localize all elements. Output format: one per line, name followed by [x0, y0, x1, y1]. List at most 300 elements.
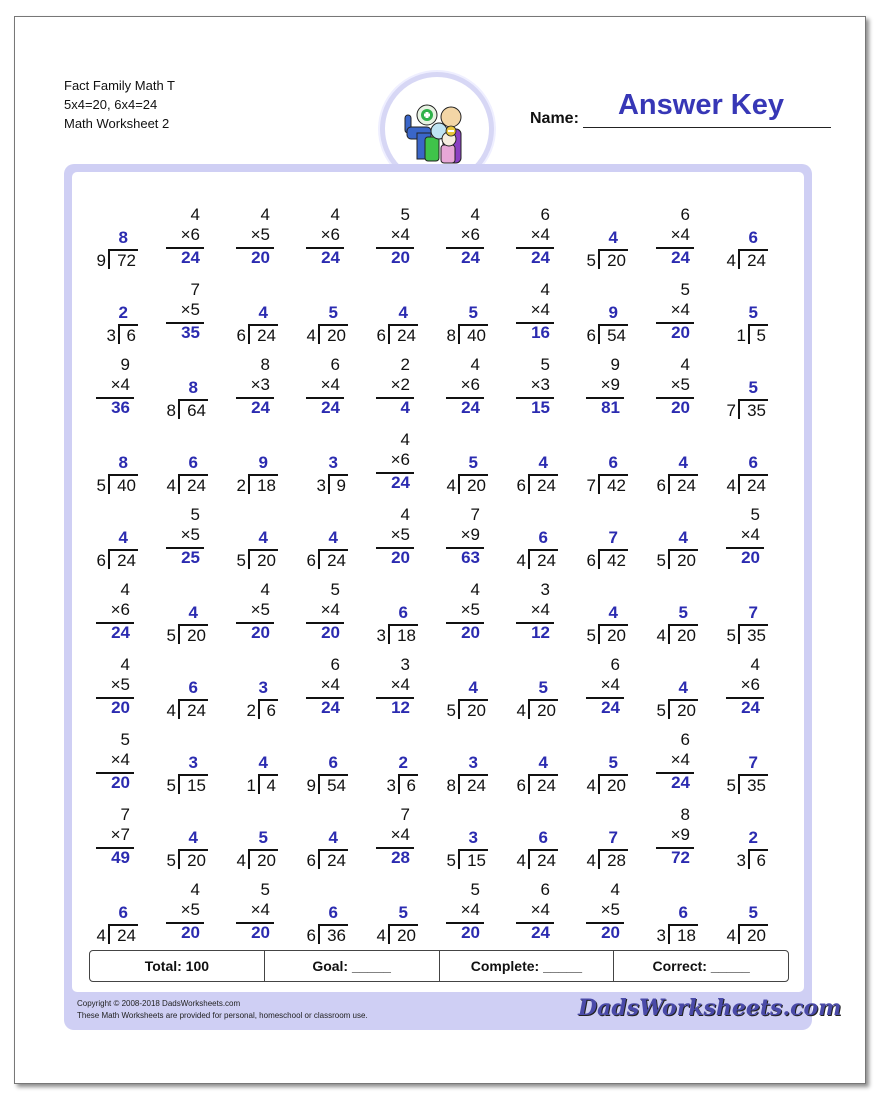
- multiplier: ×4: [670, 750, 690, 769]
- multiplicand: 5: [120, 730, 130, 749]
- quotient-answer: 4: [608, 228, 618, 247]
- divisor: 6: [306, 926, 316, 945]
- multiplication-problem: [708, 635, 778, 717]
- worksheet-title: Fact Family Math T: [64, 78, 176, 93]
- dividend: 24: [537, 776, 556, 795]
- divisor: 6: [516, 476, 526, 495]
- divisor: 6: [306, 851, 316, 870]
- quotient-answer: 3: [188, 753, 198, 772]
- division-problem: [148, 335, 218, 420]
- multiplication-problem: [568, 860, 638, 942]
- dividend: 20: [677, 551, 696, 570]
- product-answer: 20: [461, 923, 480, 942]
- division-problem: [148, 710, 218, 795]
- answer-key-heading: Answer Key: [617, 89, 784, 121]
- division-problem: [498, 485, 568, 570]
- quotient-answer: 4: [258, 753, 268, 772]
- multiplier-value: 3: [540, 375, 550, 394]
- dividend: 20: [397, 926, 416, 945]
- dividend: 18: [257, 476, 276, 495]
- copyright-text: Copyright © 2008-2018 DadsWorksheets.com: [77, 999, 241, 1008]
- worksheet-header: [64, 76, 175, 133]
- product-answer: 25: [181, 548, 200, 567]
- brand-logo[interactable]: DadsWorksheets.com: [578, 995, 842, 1021]
- multiplier-value: 4: [330, 675, 340, 694]
- dividend: 24: [187, 476, 206, 495]
- product-answer: 24: [671, 773, 690, 792]
- divisor: 5: [446, 701, 456, 720]
- division-problem: [288, 710, 358, 795]
- multiplier: ×6: [740, 675, 760, 694]
- quotient-answer: 5: [608, 753, 618, 772]
- quotient-answer: 9: [608, 303, 618, 322]
- multiplier: ×5: [670, 375, 690, 394]
- multiplier-value: 6: [470, 375, 480, 394]
- division-problem: [218, 485, 288, 570]
- multiplier-value: 4: [400, 675, 410, 694]
- dividend: 20: [257, 851, 276, 870]
- divisor: 1: [736, 326, 746, 345]
- divisor: 9: [96, 251, 106, 270]
- multiplication-problem: [498, 185, 568, 267]
- divisor: 5: [586, 626, 596, 645]
- dividend: 35: [747, 776, 766, 795]
- multiplier-value: 5: [120, 675, 130, 694]
- multiplier-value: 4: [610, 675, 620, 694]
- multiplier: ×9: [460, 525, 480, 544]
- division-problem: [498, 410, 568, 495]
- quotient-answer: 6: [118, 903, 128, 922]
- score-box: [89, 950, 789, 982]
- multiplicand: 5: [260, 880, 270, 899]
- multiplier: ×5: [180, 300, 200, 319]
- multiplier-value: 5: [680, 375, 690, 394]
- goal-field[interactable]: Goal: _____: [265, 951, 440, 981]
- multiplier-value: 5: [260, 600, 270, 619]
- product-answer: 12: [391, 698, 410, 717]
- division-problem: [428, 260, 498, 345]
- dividend: 64: [187, 401, 206, 420]
- divisor: 4: [166, 701, 176, 720]
- product-answer: 20: [251, 923, 270, 942]
- multiplication-problem: [638, 335, 708, 417]
- multiplication-problem: [498, 260, 568, 342]
- division-bracket: [318, 924, 320, 944]
- multiplier: ×6: [320, 225, 340, 244]
- dividend: 5: [756, 326, 766, 345]
- product-answer: 35: [181, 323, 200, 342]
- quotient-answer: 6: [538, 828, 548, 847]
- divisor: 8: [166, 401, 176, 420]
- multiplier-value: 6: [120, 600, 130, 619]
- division-problem: [218, 260, 288, 345]
- divisor: 4: [726, 476, 736, 495]
- product-answer: 49: [111, 848, 130, 867]
- quotient-answer: 3: [258, 678, 268, 697]
- dividend: 20: [467, 701, 486, 720]
- divisor: 5: [726, 626, 736, 645]
- multiplicand: 3: [400, 655, 410, 674]
- dividend: 9: [336, 476, 346, 495]
- multiplication-problem: [358, 185, 428, 267]
- multiplicand: 4: [610, 880, 620, 899]
- quotient-answer: 2: [748, 828, 758, 847]
- product-answer: 24: [461, 398, 480, 417]
- quotient-answer: 5: [748, 378, 758, 397]
- usage-text: These Math Worksheets are provided for personal, homeschool or classroom use.: [77, 1011, 368, 1020]
- multiplier-value: 5: [260, 225, 270, 244]
- divisor: 3: [316, 476, 326, 495]
- multiplier: ×6: [180, 225, 200, 244]
- quotient-answer: 7: [608, 528, 618, 547]
- dividend: 24: [537, 476, 556, 495]
- multiplier: ×5: [460, 600, 480, 619]
- quotient-answer: 8: [188, 378, 198, 397]
- divisor: 5: [446, 851, 456, 870]
- division-problem: [218, 635, 288, 720]
- complete-field[interactable]: Complete: _____: [440, 951, 615, 981]
- multiplier: ×4: [530, 225, 550, 244]
- product-answer: 24: [111, 623, 130, 642]
- division-problem: [78, 185, 148, 270]
- divisor: 3: [106, 326, 116, 345]
- quotient-answer: 6: [328, 753, 338, 772]
- multiplication-problem: [78, 710, 148, 792]
- quotient-answer: 4: [398, 303, 408, 322]
- quotient-answer: 8: [118, 228, 128, 247]
- division-problem: [568, 560, 638, 645]
- dividend: 24: [677, 476, 696, 495]
- multiplication-problem: [638, 710, 708, 792]
- multiplier-value: 4: [400, 225, 410, 244]
- multiplication-problem: [428, 335, 498, 417]
- multiplier-value: 6: [330, 225, 340, 244]
- multiplicand: 6: [330, 655, 340, 674]
- divisor: 4: [306, 326, 316, 345]
- multiplication-problem: [358, 635, 428, 717]
- multiplicand: 8: [680, 805, 690, 824]
- multiplier: ×4: [390, 825, 410, 844]
- division-problem: [568, 785, 638, 870]
- dividend: 24: [327, 851, 346, 870]
- product-answer: 24: [321, 698, 340, 717]
- divisor: 5: [166, 626, 176, 645]
- multiplier-value: 4: [330, 375, 340, 394]
- multiplicand: 5: [680, 280, 690, 299]
- multiplier-value: 7: [120, 825, 130, 844]
- dividend: 20: [257, 551, 276, 570]
- multiplication-problem: [638, 260, 708, 342]
- multiplier-value: 4: [680, 300, 690, 319]
- divisor: 5: [166, 851, 176, 870]
- quotient-answer: 5: [258, 828, 268, 847]
- division-problem: [708, 260, 778, 345]
- product-answer: 20: [111, 773, 130, 792]
- divisor: 3: [376, 626, 386, 645]
- dividend: 40: [467, 326, 486, 345]
- quotient-answer: 8: [118, 453, 128, 472]
- division-problem: [568, 185, 638, 270]
- multiplier-value: 6: [750, 675, 760, 694]
- dividend: 15: [187, 776, 206, 795]
- quotient-answer: 6: [678, 903, 688, 922]
- multiplicand: 4: [190, 880, 200, 899]
- multiplicand: 4: [400, 505, 410, 524]
- division-problem: [218, 710, 288, 795]
- multiplicand: 4: [470, 205, 480, 224]
- dividend: 54: [607, 326, 626, 345]
- quotient-answer: 4: [188, 603, 198, 622]
- multiplication-problem: [288, 635, 358, 717]
- multiplier-value: 4: [400, 825, 410, 844]
- quotient-answer: 4: [468, 678, 478, 697]
- multiplier-value: 9: [470, 525, 480, 544]
- multiplicand: 7: [470, 505, 480, 524]
- multiplication-problem: [288, 335, 358, 417]
- multiplier-value: 4: [540, 225, 550, 244]
- division-problem: [78, 410, 148, 495]
- quotient-answer: 6: [538, 528, 548, 547]
- division-problem: [498, 635, 568, 720]
- divisor: 4: [586, 851, 596, 870]
- division-problem: [568, 260, 638, 345]
- multiplier-value: 4: [470, 900, 480, 919]
- multiplier-value: 4: [120, 750, 130, 769]
- division-problem: [358, 260, 428, 345]
- division-problem: [708, 785, 778, 870]
- multiplication-problem: [638, 785, 708, 867]
- correct-field[interactable]: Correct: _____: [652, 958, 750, 974]
- quotient-answer: 3: [468, 828, 478, 847]
- divisor: 4: [516, 851, 526, 870]
- quotient-answer: 6: [398, 603, 408, 622]
- dividend: 24: [537, 551, 556, 570]
- dividend: 6: [756, 851, 766, 870]
- multiplicand: 4: [260, 205, 270, 224]
- multiplicand: 4: [470, 355, 480, 374]
- multiplicand: 5: [190, 505, 200, 524]
- dividend: 24: [257, 326, 276, 345]
- divisor: 5: [236, 551, 246, 570]
- product-answer: 24: [601, 698, 620, 717]
- multiplicand: 7: [120, 805, 130, 824]
- division-problem: [708, 860, 778, 945]
- multiplicand: 4: [120, 580, 130, 599]
- multiplication-problem: [428, 860, 498, 942]
- product-answer: 20: [391, 548, 410, 567]
- multiplication-problem: [288, 185, 358, 267]
- product-answer: 24: [321, 398, 340, 417]
- dividend: 35: [747, 626, 766, 645]
- division-problem: [568, 710, 638, 795]
- quotient-answer: 5: [748, 303, 758, 322]
- multiplication-problem: [358, 410, 428, 492]
- multiplier-value: 4: [260, 900, 270, 919]
- product-answer: 20: [671, 398, 690, 417]
- divisor: 4: [236, 851, 246, 870]
- dividend: 20: [677, 626, 696, 645]
- multiplier: ×4: [390, 225, 410, 244]
- dividend: 35: [747, 401, 766, 420]
- multiplier-value: 4: [680, 750, 690, 769]
- division-problem: [428, 635, 498, 720]
- quotient-answer: 4: [538, 753, 548, 772]
- multiplier: ×4: [530, 600, 550, 619]
- divisor: 4: [726, 251, 736, 270]
- division-problem: [568, 485, 638, 570]
- dividend: 72: [117, 251, 136, 270]
- multiplicand: 9: [610, 355, 620, 374]
- product-answer: 72: [671, 848, 690, 867]
- multiplier-value: 6: [470, 225, 480, 244]
- division-problem: [148, 560, 218, 645]
- quotient-answer: 6: [328, 903, 338, 922]
- dividend: 4: [266, 776, 276, 795]
- product-answer: 20: [671, 323, 690, 342]
- multiplier-value: 4: [750, 525, 760, 544]
- multiplication-problem: [78, 560, 148, 642]
- dividend: 42: [607, 476, 626, 495]
- dividend: 20: [187, 851, 206, 870]
- multiplicand: 7: [400, 805, 410, 824]
- multiplier-value: 5: [610, 900, 620, 919]
- divisor: 4: [586, 776, 596, 795]
- division-bracket: [388, 924, 390, 944]
- division-problem: [428, 410, 498, 495]
- total-count: Total: 100: [90, 951, 265, 981]
- multiplier: ×4: [670, 225, 690, 244]
- divisor: 8: [446, 326, 456, 345]
- multiplier: ×4: [250, 900, 270, 919]
- quotient-answer: 4: [678, 528, 688, 547]
- name-field[interactable]: [583, 127, 831, 128]
- quotient-answer: 4: [538, 453, 548, 472]
- divisor: 5: [96, 476, 106, 495]
- divisor: 3: [736, 851, 746, 870]
- multiplier: ×4: [320, 600, 340, 619]
- multiplier-value: 5: [470, 600, 480, 619]
- multiplier-value: 5: [190, 900, 200, 919]
- dividend: 20: [677, 701, 696, 720]
- dividend: 24: [537, 851, 556, 870]
- division-problem: [638, 860, 708, 945]
- multiplier-value: 4: [540, 900, 550, 919]
- multiplier: ×6: [460, 225, 480, 244]
- quotient-answer: 9: [258, 453, 268, 472]
- product-answer: 24: [461, 248, 480, 267]
- multiplication-problem: [218, 860, 288, 942]
- multiplicand: 4: [190, 205, 200, 224]
- product-answer: 24: [251, 398, 270, 417]
- quotient-answer: 3: [468, 753, 478, 772]
- multiplier: ×3: [250, 375, 270, 394]
- dividend: 6: [126, 326, 136, 345]
- divisor: 4: [516, 551, 526, 570]
- multiplier: ×9: [600, 375, 620, 394]
- divisor: 1: [246, 776, 256, 795]
- division-problem: [148, 410, 218, 495]
- division-problem: [708, 560, 778, 645]
- divisor: 3: [386, 776, 396, 795]
- divisor: 4: [656, 626, 666, 645]
- multiplication-problem: [148, 860, 218, 942]
- multiplier: ×5: [390, 525, 410, 544]
- multiplicand: 6: [680, 730, 690, 749]
- division-problem: [638, 560, 708, 645]
- division-problem: [498, 710, 568, 795]
- name-label: Name:: [530, 110, 579, 127]
- multiplication-problem: [288, 560, 358, 642]
- multiplier: ×4: [670, 300, 690, 319]
- dividend: 20: [607, 776, 626, 795]
- division-problem: [288, 410, 358, 495]
- multiplicand: 6: [680, 205, 690, 224]
- quotient-answer: 3: [328, 453, 338, 472]
- multiplier-value: 6: [400, 450, 410, 469]
- dividend: 40: [117, 476, 136, 495]
- divisor: 5: [166, 776, 176, 795]
- multiplier-value: 4: [680, 225, 690, 244]
- multiplier: ×4: [600, 675, 620, 694]
- dividend: 15: [467, 851, 486, 870]
- multiplier: ×4: [320, 375, 340, 394]
- divisor: 4: [376, 926, 386, 945]
- multiplier: ×9: [670, 825, 690, 844]
- product-answer: 28: [391, 848, 410, 867]
- dividend: 24: [747, 476, 766, 495]
- multiplication-problem: [358, 335, 428, 417]
- product-answer: 20: [461, 623, 480, 642]
- divisor: 2: [236, 476, 246, 495]
- quotient-answer: 5: [468, 453, 478, 472]
- quotient-answer: 5: [678, 603, 688, 622]
- divisor: 5: [726, 776, 736, 795]
- quotient-answer: 5: [538, 678, 548, 697]
- quotient-answer: 5: [328, 303, 338, 322]
- multiplication-problem: [148, 185, 218, 267]
- product-answer: 20: [321, 623, 340, 642]
- copyright-notice: [77, 998, 368, 1022]
- multiplier: ×5: [250, 600, 270, 619]
- division-problem: [358, 560, 428, 645]
- product-answer: 16: [531, 323, 550, 342]
- division-problem: [428, 785, 498, 870]
- multiplication-problem: [148, 260, 218, 342]
- multiplicand: 5: [330, 580, 340, 599]
- product-answer: 24: [531, 923, 550, 942]
- division-problem: [218, 410, 288, 495]
- division-problem: [78, 485, 148, 570]
- multiplier-value: 2: [400, 375, 410, 394]
- multiplicand: 9: [120, 355, 130, 374]
- quotient-answer: 4: [678, 678, 688, 697]
- dividend: 20: [607, 626, 626, 645]
- dividend: 24: [327, 551, 346, 570]
- multiplicand: 4: [470, 580, 480, 599]
- multiplication-problem: [148, 485, 218, 567]
- dividend: 28: [607, 851, 626, 870]
- multiplicand: 4: [400, 430, 410, 449]
- dividend: 24: [117, 926, 136, 945]
- family-math-icon: [395, 87, 479, 171]
- multiplicand: 4: [260, 580, 270, 599]
- dividend: 24: [747, 251, 766, 270]
- multiplicand: 8: [260, 355, 270, 374]
- division-problem: [358, 860, 428, 945]
- multiplier: ×4: [110, 750, 130, 769]
- multiplication-problem: [428, 560, 498, 642]
- product-answer: 24: [391, 473, 410, 492]
